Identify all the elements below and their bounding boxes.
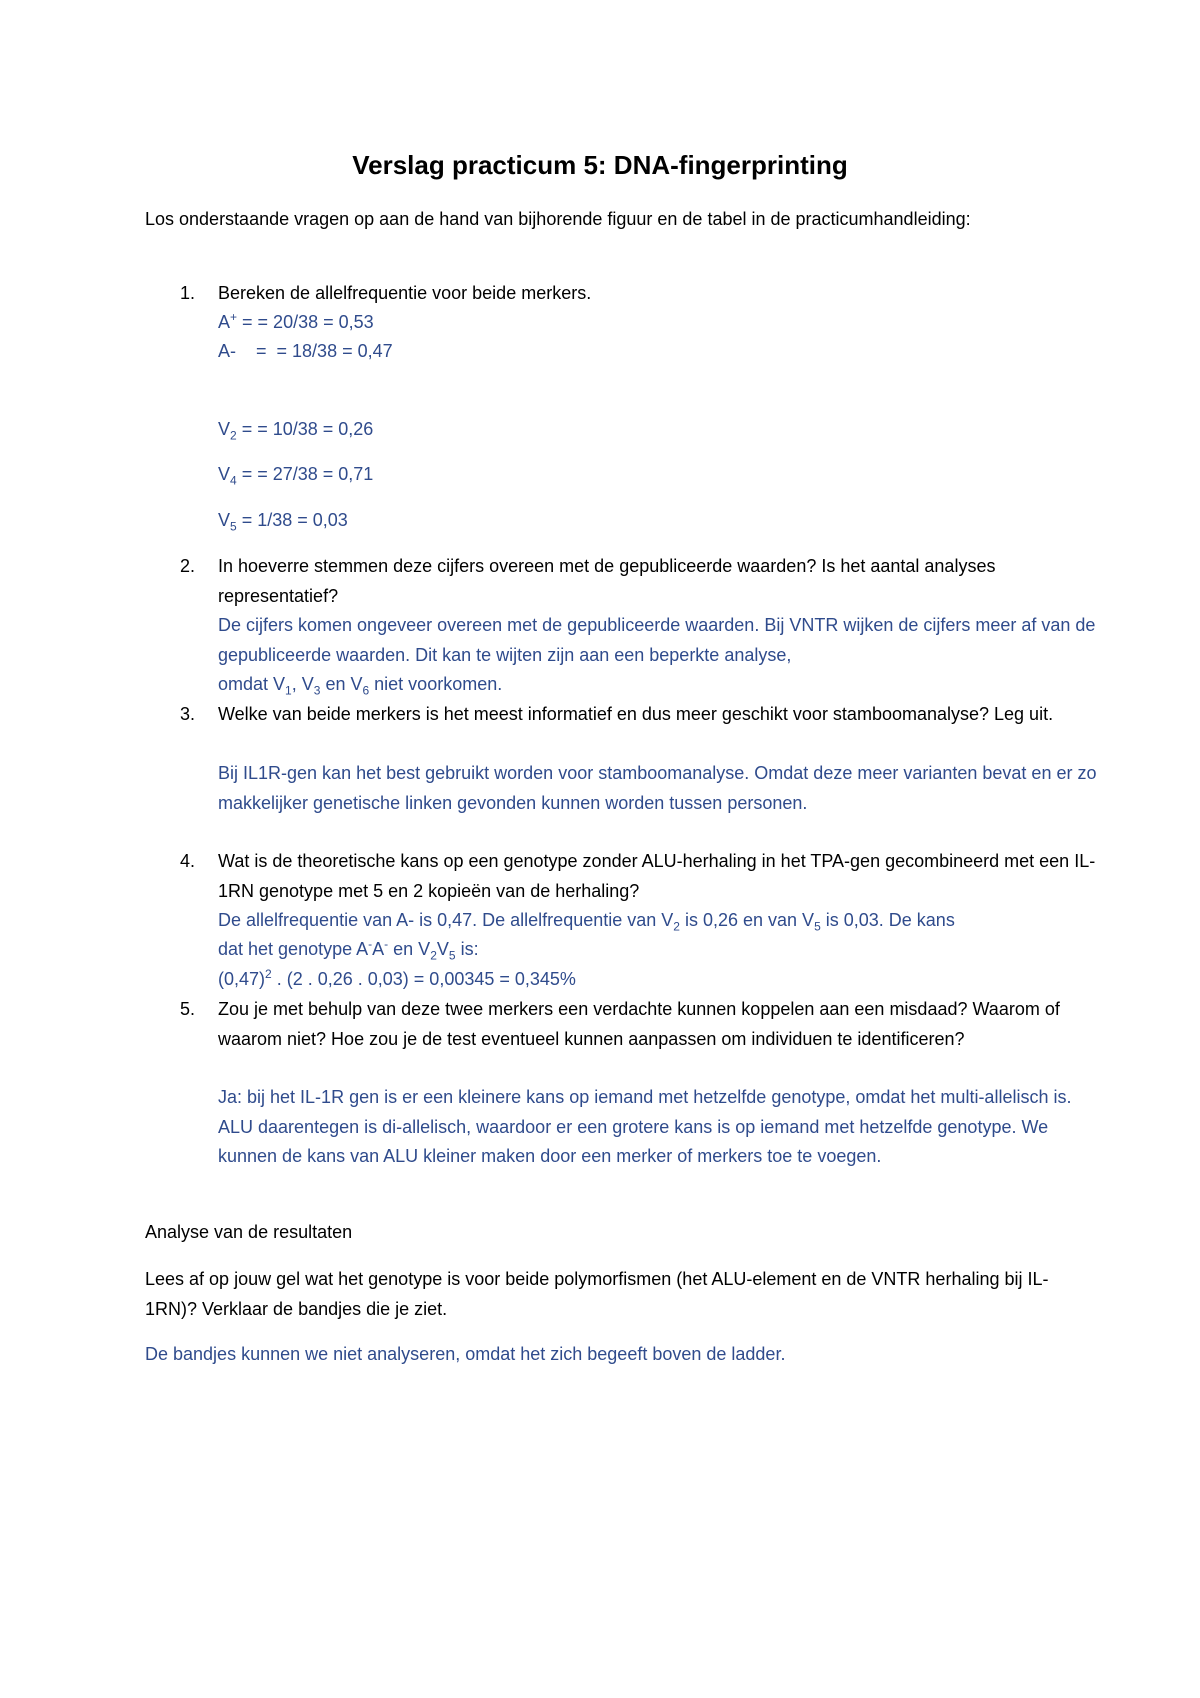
question-1-number: 1. — [180, 283, 196, 303]
page-title: Verslag practicum 5: DNA-fingerprinting — [352, 150, 848, 180]
answer-v5: $V_5 = 1/38 = 0,03$ — [218, 510, 348, 534]
answer-a-minus: A- = = 18/38 = 0,47 — [218, 341, 393, 361]
answer-2-last-line: omdat $V_1$, $V_3$ en $V_6$ niet voorkomen. — [218, 674, 503, 698]
analysis-answer: De bandjes kunnen we niet analyseren, omdat het zich begeeft boven de ladder. — [145, 1344, 786, 1364]
answer-4-line-2: dat het genotype A-A- en $V_2V_5$ is: — [218, 937, 479, 963]
answer-3-text: Bij IL1R-gen kan het best gebruikt worden voor stamboomanalyse. Omdat deze meer varianten bevat en er zo makkelijker genetische linken gevonden kunnen worden tussen personen. — [218, 763, 1097, 813]
question-4-number: 4. — [180, 851, 196, 871]
answer-4-line-1: De allelfrequentie van A- is 0,47. De allelfrequentie van $V_2$ is 0,26 en van $V_5$ is 0,03. De kans — [218, 910, 955, 934]
answer-2-text: De cijfers komen ongeveer overeen met de gepubliceerde waarden. Bij VNTR wijken de cijfers meer af van de gepubliceerde waarden. Dit kan te wijten zijn aan een beperkte analyse, — [218, 615, 1096, 665]
question-3-number: 3. — [180, 704, 196, 724]
intro-text: Los onderstaande vragen op aan de hand van bijhorende figuur en de tabel in de practicumhandleiding: — [145, 209, 971, 229]
answer-5-text: Ja: bij het IL-1R gen is er een kleinere kans op iemand met hetzelfde genotype, omdat het multi-allelisch is. ALU daarentegen is di-allelisch, waardoor er een grotere kans is op iemand met hetzelfde genotype. We kunnen de kans van ALU kleiner maken door een merker of merkers toe te voegen. — [218, 1087, 1072, 1166]
answer-v4: $V_4$ = = 27/38 = 0,71 — [218, 464, 374, 488]
answer-v2: $V_2$ = = 10/38 = 0,26 — [218, 419, 374, 443]
analysis-question: Lees af op jouw gel wat het genotype is voor beide polymorfismen (het ALU-element en de VNTR herhaling bij IL-1RN)? Verklaar de bandjes die je ziet. — [145, 1269, 1049, 1319]
question-2-number: 2. — [180, 556, 196, 576]
question-5-number: 5. — [180, 999, 196, 1019]
question-1-text: Bereken de allelfrequentie voor beide merkers. — [218, 283, 592, 303]
question-2-text: In hoeverre stemmen deze cijfers overeen met de gepubliceerde waarden? Is het aantal analyses representatief? — [218, 556, 996, 606]
answer-a-plus: A+ = = 20/38 = 0,53 — [218, 310, 374, 332]
analysis-heading: Analyse van de resultaten — [145, 1222, 353, 1242]
question-5-text: Zou je met behulp van deze twee merkers een verdachte kunnen koppelen aan een misdaad? Waarom of waarom niet? Hoe zou je de test eventueel kunnen aanpassen om individuen te identificeren? — [218, 999, 1060, 1049]
answer-4-line-3: $(0,47)^2$ . (2 . 0,26 . 0,03) = 0,00345 = 0,345% — [218, 967, 576, 989]
question-3-text: Welke van beide merkers is het meest informatief en dus meer geschikt voor stamboomanalyse? Leg uit. — [218, 704, 1054, 724]
question-4-text: Wat is de theoretische kans op een genotype zonder ALU-herhaling in het TPA-gen gecombineerd met een IL-1RN genotype met 5 en 2 kopieën van de herhaling? — [218, 851, 1096, 901]
